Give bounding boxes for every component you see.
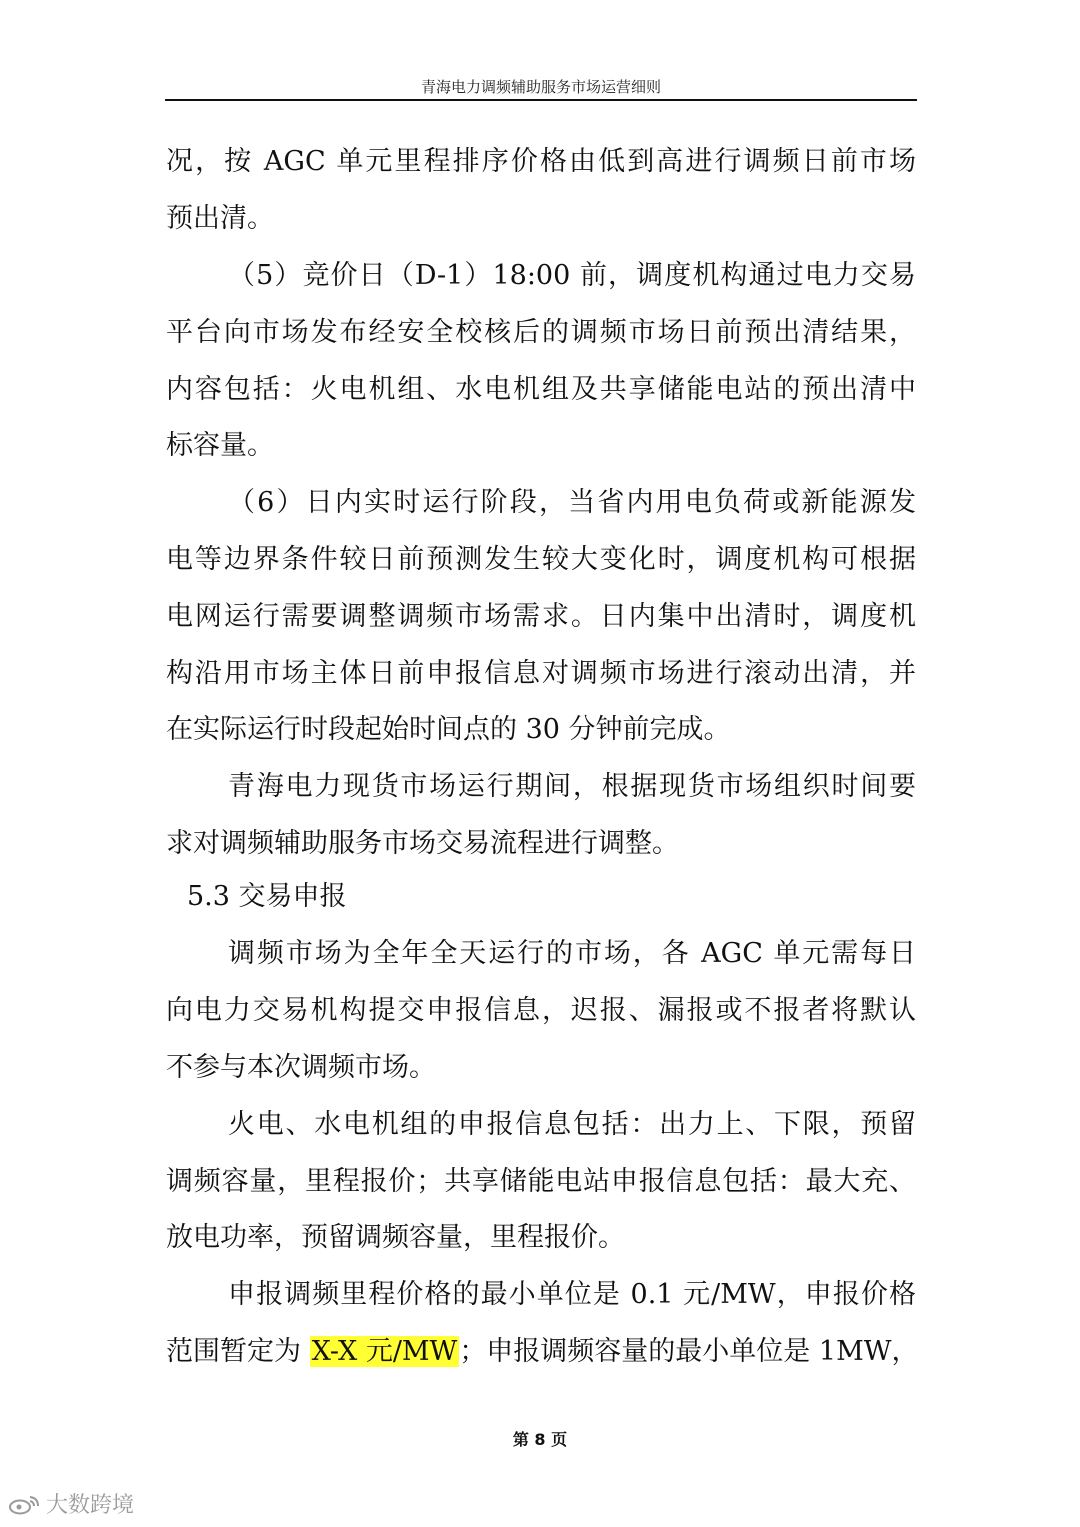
weibo-logo-icon bbox=[8, 1493, 42, 1515]
body-line: （6）日内实时运行阶段，当省内用电负荷或新能源发 bbox=[228, 487, 916, 518]
body-line: 电等边界条件较日前预测发生较大变化时，调度机构可根据 bbox=[166, 544, 916, 575]
section-heading: 5.3 交易申报 bbox=[187, 881, 347, 912]
body-line-with-highlight bbox=[166, 1336, 918, 1368]
body-line: 内容包括：火电机组、水电机组及共享储能电站的预出清中 bbox=[166, 374, 916, 405]
body-line: 标容量。 bbox=[166, 430, 274, 461]
body-line: 向电力交易机构提交申报信息，迟报、漏报或不报者将默认 bbox=[166, 995, 916, 1026]
running-header: 青海电力调频辅助服务市场运营细则 bbox=[420, 78, 661, 96]
body-line: 调频容量，里程报价；共享储能电站申报信息包括：最大充、 bbox=[166, 1166, 916, 1197]
body-line: 平台向市场发布经安全校核后的调频市场日前预出清结果， bbox=[166, 317, 916, 348]
body-line: 在实际运行时段起始时间点的 30 分钟前完成。 bbox=[166, 714, 731, 745]
body-line: （5）竞价日（D-1）18:00 前，调度机构通过电力交易 bbox=[228, 260, 916, 291]
body-line: 放电功率，预留调频容量，里程报价。 bbox=[166, 1222, 625, 1253]
watermark bbox=[8, 1488, 134, 1519]
body-line: 调频市场为全年全天运行的市场，各 AGC 单元需每日 bbox=[228, 938, 916, 969]
page-number: 第 8 页 bbox=[512, 1430, 568, 1449]
highlighted-price-range: X-X 元/MW bbox=[311, 1336, 458, 1367]
body-line: 况，按 AGC 单元里程排序价格由低到高进行调频日前市场 bbox=[166, 146, 916, 177]
header-divider bbox=[165, 99, 917, 101]
body-line: 青海电力现货市场运行期间，根据现货市场组织时间要 bbox=[228, 771, 916, 802]
watermark-text: 大数跨境 bbox=[46, 1493, 135, 1518]
body-line: 申报调频里程价格的最小单位是 0.1 元/MW，申报价格 bbox=[228, 1279, 916, 1310]
body-line: 不参与本次调频市场。 bbox=[166, 1052, 436, 1083]
body-line: 构沿用市场主体日前申报信息对调频市场进行滚动出清，并 bbox=[166, 658, 916, 689]
body-text-segment: 范围暂定为 bbox=[166, 1336, 310, 1367]
body-line: 电网运行需要调整调频市场需求。日内集中出清时，调度机 bbox=[166, 601, 916, 632]
body-line: 预出清。 bbox=[166, 203, 274, 234]
body-text-segment: ；申报调频容量的最小单位是 1MW， bbox=[459, 1336, 919, 1367]
body-line: 火电、水电机组的申报信息包括：出力上、下限，预留 bbox=[228, 1109, 916, 1140]
body-line: 求对调频辅助服务市场交易流程进行调整。 bbox=[166, 828, 679, 859]
